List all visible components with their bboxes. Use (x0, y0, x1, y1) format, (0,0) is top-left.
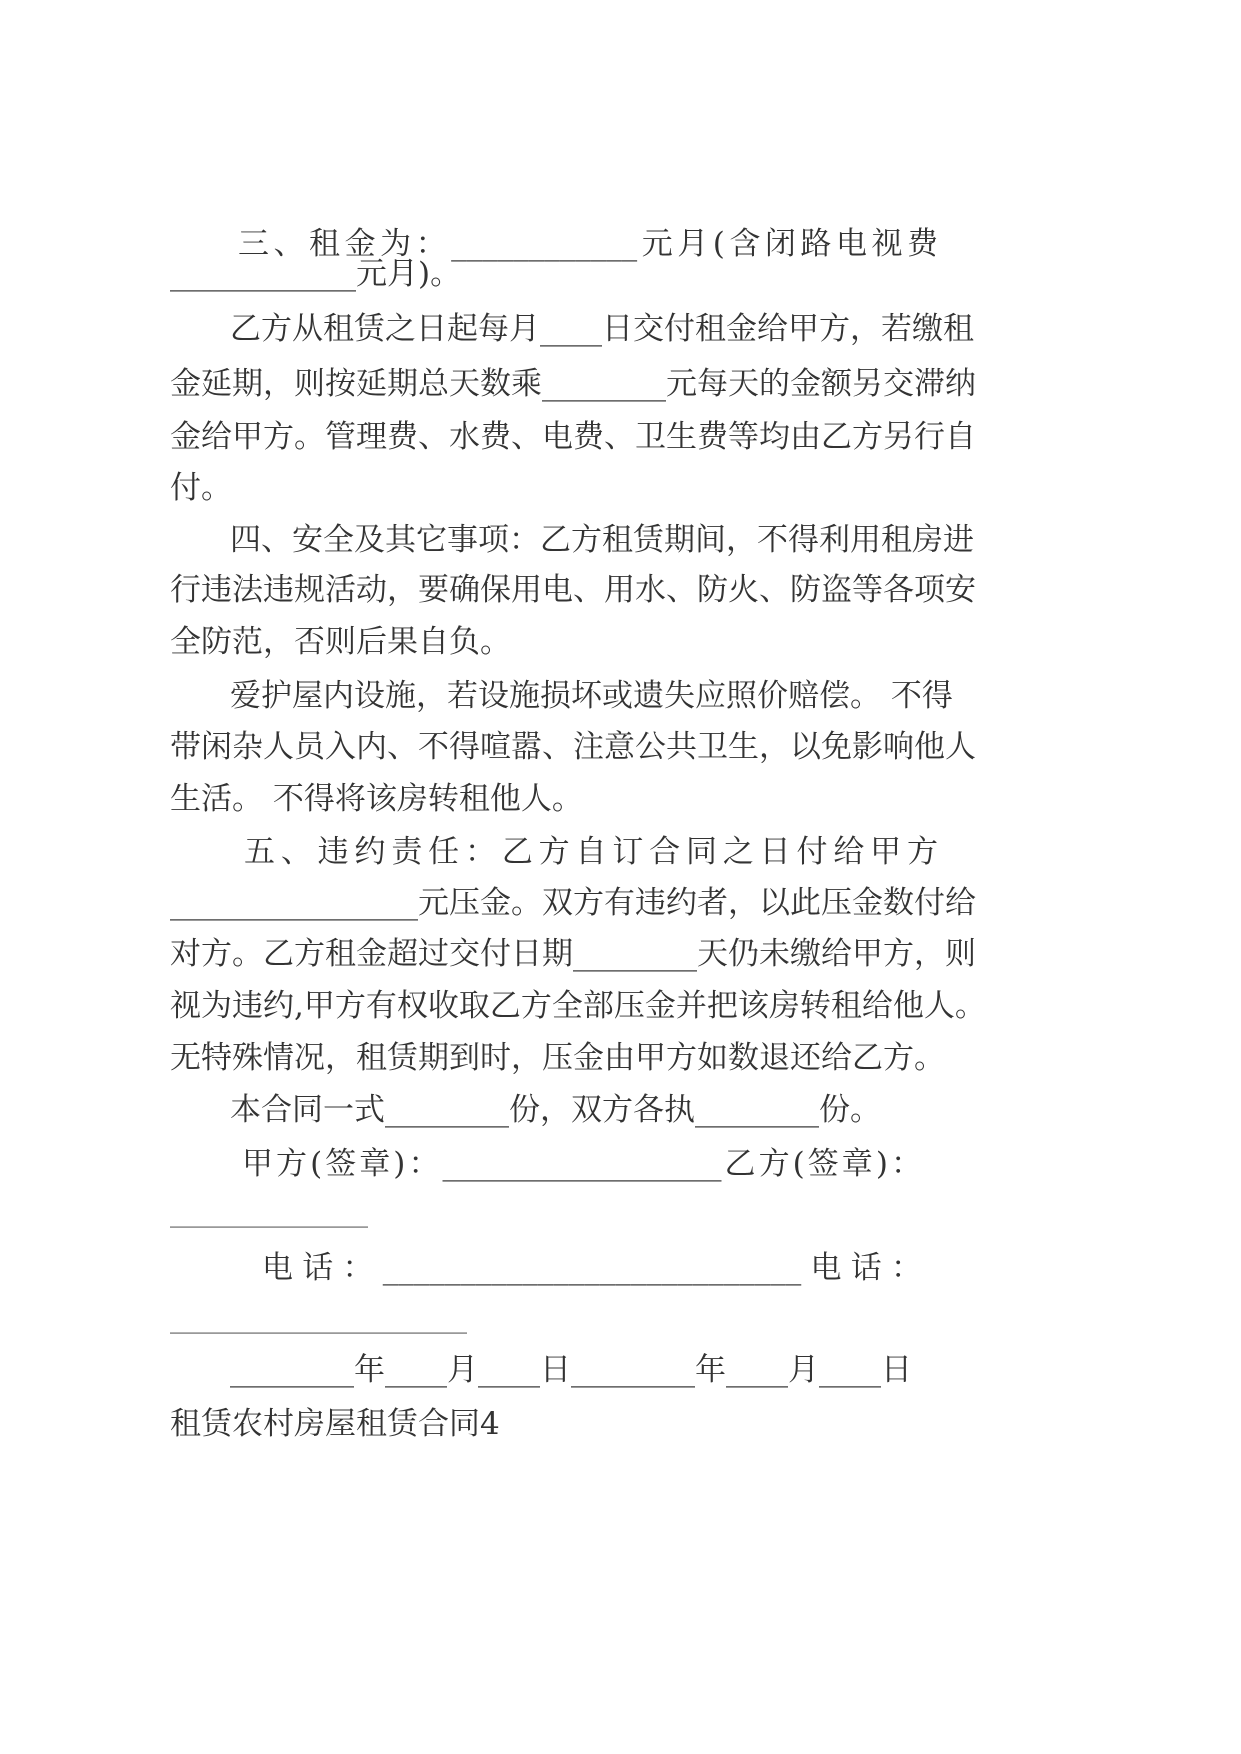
next-title-line (0, 1337, 1241, 1442)
care-line-1 (0, 609, 1241, 714)
text-line: 行违法违规活动，要确保用电、用水、防火、防盗等各项安 (170, 572, 976, 608)
text-line: 甲方(签章)：__________________乙方(签章)： (242, 1146, 922, 1182)
care-line-3 (0, 712, 1241, 817)
text-line: 五、违约责任：乙方自订合同之日付给甲方 (244, 834, 938, 870)
text-line: __________________ (170, 1203, 368, 1228)
clause-5-line-4 (0, 919, 1241, 1024)
text-line: ________年____月____日________年____月____日 (230, 1352, 912, 1388)
text-line: 四、安全及其它事项：乙方租赁期间，不得利用租房进 (230, 522, 974, 558)
care-line-2 (0, 660, 1241, 765)
text-line: 付。 (170, 470, 232, 506)
text-line: 生活。 不得将该房转租他人。 (170, 781, 583, 817)
date-line (0, 1283, 1241, 1388)
text-line: 金延期，则按延期总天数乘________元每天的金额另交滞纳 (170, 366, 976, 402)
text-line: 电话：___________________________电话： (262, 1250, 922, 1286)
text-line: 视为违约,甲方有权收取乙方全部压金并把该房转租给他人。 (170, 988, 986, 1024)
payment-line-1 (0, 242, 1241, 347)
clause-5-line-5 (0, 971, 1241, 1076)
payment-line-4 (0, 401, 1241, 506)
text-line: 对方。乙方租金超过交付日期________天仍未缴给甲方，则 (170, 936, 976, 972)
text-line: ___________________________ (170, 1309, 467, 1334)
text-line: 无特殊情况，租赁期到时，压金由甲方如数退还给乙方。 (170, 1040, 945, 1076)
text-line: 本合同一式________份，双方各执________份。 (230, 1092, 881, 1128)
signature-line (0, 1077, 1241, 1182)
text-line: 全防范，否则后果自负。 (170, 624, 511, 660)
clause-4-line-3 (0, 555, 1241, 660)
text-line: ____________元月)。 (170, 256, 462, 292)
text-line: 爱护屋内设施，若设施损坏或遗失应照价赔偿。 不得 (230, 678, 953, 714)
text-line: 乙方从租赁之日起每月____日交付租金给甲方，若缴租 (230, 311, 974, 347)
clause-3-rent-line-2 (0, 187, 1241, 292)
text-line: 带闲杂人员入内、不得喧嚣、注意公共卫生，以免影响他人 (170, 729, 976, 765)
payment-line-2 (0, 297, 1241, 402)
clause-5-line-2 (0, 816, 1241, 921)
copies-line (0, 1023, 1241, 1128)
payment-line-3 (0, 350, 1241, 455)
clause-4-line-2 (0, 503, 1241, 608)
text-line: ________________元压金。双方有违约者，以此压金数付给 (170, 885, 976, 921)
clause-5-line-1 (0, 765, 1241, 870)
section-title: 租赁农村房屋租赁合同4 (170, 1406, 500, 1442)
text-line: 金给甲方。管理费、水费、电费、卫生费等均由乙方另行自 (170, 419, 976, 455)
clause-5-line-3 (0, 867, 1241, 972)
text-line: 三、租金为：____________元月(含闭路电视费 (238, 226, 938, 262)
signature-blank-line (0, 1129, 1241, 1228)
phone-line (0, 1181, 1241, 1286)
